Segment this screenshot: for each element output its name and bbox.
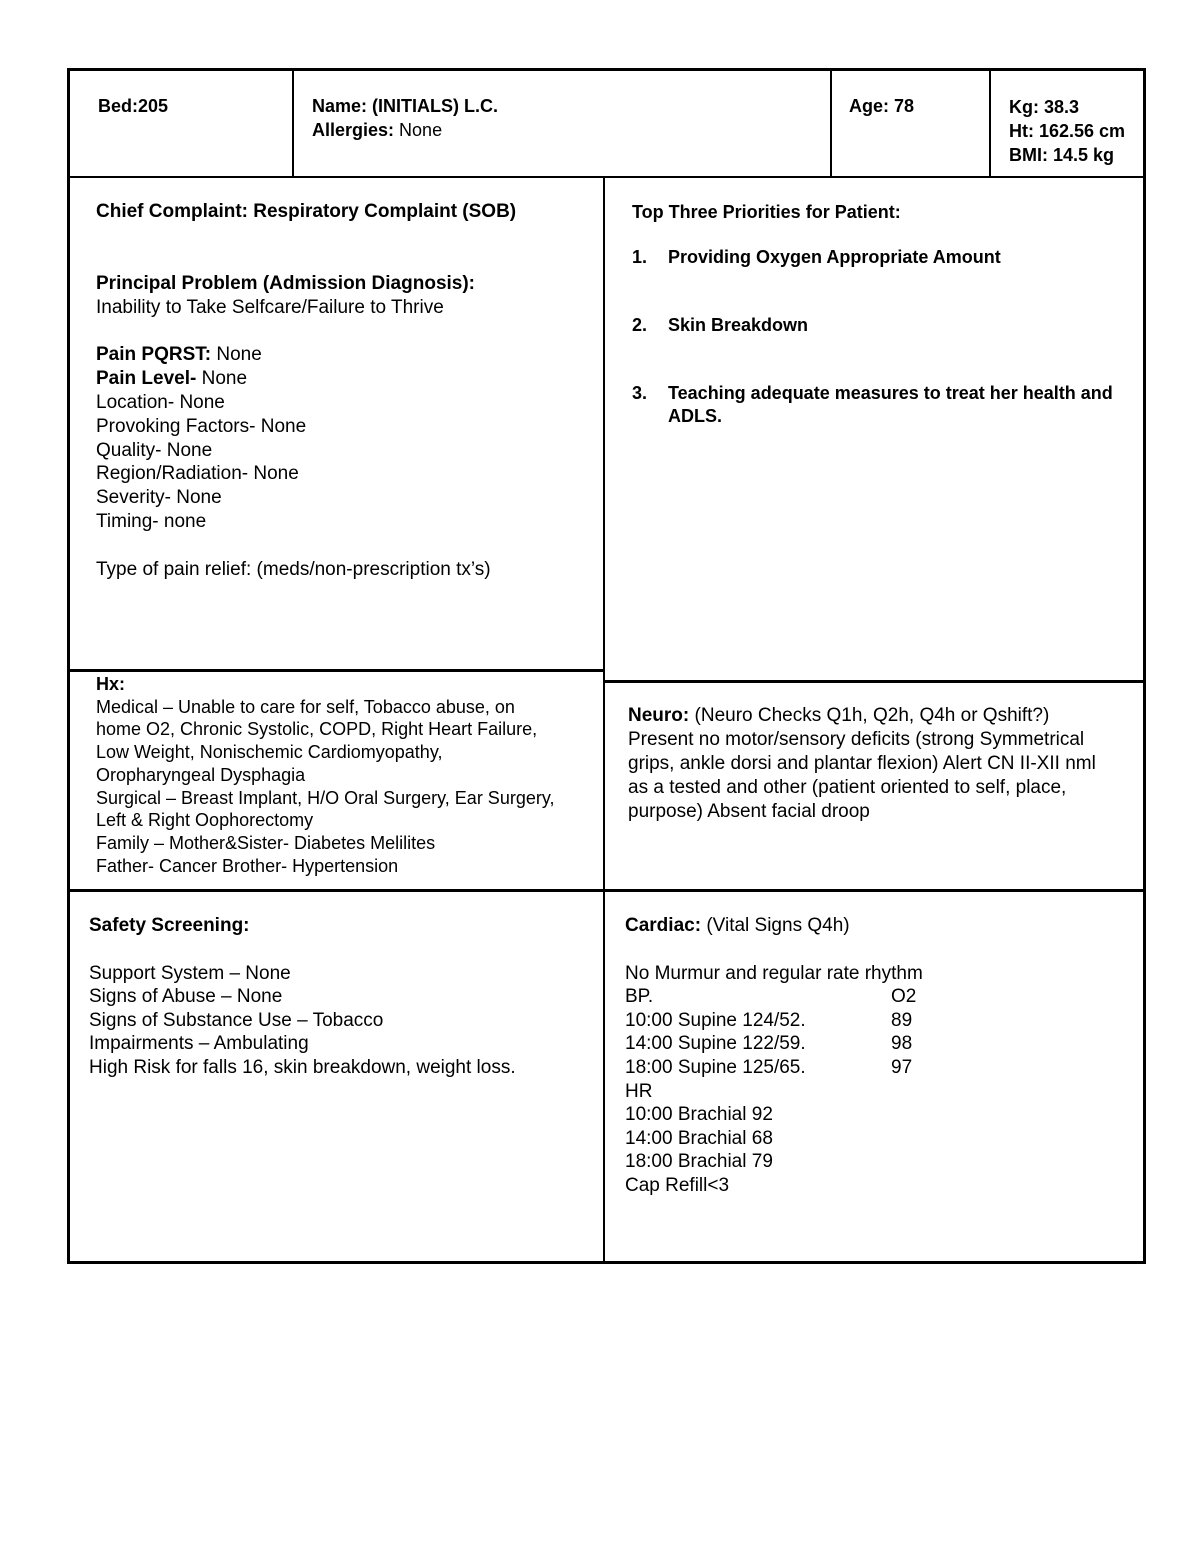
bed-cell	[98, 94, 168, 118]
priorities-section	[632, 201, 1122, 428]
age-cell	[849, 94, 914, 118]
chief-complaint: Chief Complaint: Respiratory Complaint (SOB)	[96, 201, 517, 222]
priority-item	[632, 314, 1122, 337]
neuro-section	[628, 704, 1096, 824]
patient-age: Age: 78	[849, 96, 915, 116]
name-label: Name:	[312, 96, 368, 116]
patient-initials: (INITIALS) L.C.	[372, 96, 499, 116]
header-divider-2	[830, 68, 832, 177]
left-mid-divider	[67, 669, 604, 672]
o2-reading: 98	[891, 1033, 913, 1055]
priorities-list	[632, 246, 1122, 428]
pain-pqrst-label: Pain PQRST:	[96, 344, 212, 366]
priorities-title: Top Three Priorities for Patient:	[632, 202, 901, 222]
neuro-header: (Neuro Checks Q1h, Q2h, Q4h or Qshift?)	[694, 705, 1050, 726]
pain-provoking: Provoking Factors- None	[96, 415, 307, 437]
header-divider-3	[989, 68, 991, 177]
principal-problem-label: Principal Problem (Admission Diagnosis):	[96, 272, 476, 294]
priority-number: 2.	[632, 315, 648, 335]
hr-header: HR	[625, 1080, 653, 1102]
o2-header: O2	[891, 986, 917, 1008]
pain-quality: Quality- None	[96, 439, 213, 461]
header-divider-1	[292, 68, 294, 177]
bp-header: BP.	[625, 986, 654, 1008]
history-line: Left & Right Oophorectomy	[96, 810, 314, 831]
priority-number: 1.	[632, 247, 648, 267]
name-cell	[312, 94, 498, 142]
safety-line: Signs of Substance Use – Tobacco	[89, 1009, 384, 1031]
history-line: Medical – Unable to care for self, Tobacco abuse, on	[96, 696, 515, 717]
priority-text: Teaching adequate measures to treat her health and ADLS.	[668, 383, 1113, 426]
history-section	[96, 673, 555, 877]
cardiac-header: (Vital Signs Q4h)	[706, 915, 850, 936]
pain-timing: Timing- none	[96, 510, 207, 532]
priority-number: 3.	[632, 383, 648, 403]
bp-reading: 18:00 Supine 125/65.	[625, 1056, 806, 1078]
hr-reading: 14:00 Brachial 68	[625, 1127, 773, 1149]
history-line: Surgical – Breast Implant, H/O Oral Surgery, Ear Surgery,	[96, 787, 555, 808]
complaint-section	[96, 200, 516, 582]
weight: Kg: 38.3	[1009, 97, 1080, 117]
history-line: home O2, Chronic Systolic, COPD, Right Heart Failure,	[96, 719, 538, 740]
hr-reading: 10:00 Brachial 92	[625, 1104, 773, 1126]
safety-line: Support System – None	[89, 962, 291, 984]
priority-text: Skin Breakdown	[668, 315, 809, 335]
o2-reading: 89	[891, 1009, 913, 1031]
bottom-section-divider	[67, 889, 1146, 892]
safety-line: Impairments – Ambulating	[89, 1033, 309, 1055]
right-mid-divider	[604, 680, 1146, 683]
neuro-label: Neuro:	[628, 705, 690, 726]
safety-line: High Risk for falls 16, skin breakdown, weight loss.	[89, 1056, 516, 1078]
pain-location: Location- None	[96, 391, 225, 413]
allergies-value: None	[399, 120, 443, 140]
cardiac-murmur: No Murmur and regular rate rhythm	[625, 962, 923, 984]
bp-row	[625, 1032, 923, 1056]
neuro-line: as a tested and other (patient oriented to self, place,	[628, 777, 1067, 798]
height: Ht: 162.56 cm	[1009, 121, 1126, 141]
hr-reading: 18:00 Brachial 79	[625, 1151, 773, 1173]
allergies-label: Allergies:	[312, 120, 395, 140]
bp-row	[625, 1056, 923, 1080]
header-divider	[67, 176, 1146, 178]
center-divider	[603, 177, 605, 1263]
bp-reading: 14:00 Supine 122/59.	[625, 1033, 806, 1055]
bmi: BMI: 14.5 kg	[1009, 145, 1115, 165]
safety-title: Safety Screening:	[89, 915, 250, 936]
safety-section	[89, 914, 516, 1080]
pain-severity: Severity- None	[96, 487, 222, 509]
pain-region: Region/Radiation- None	[96, 463, 299, 485]
history-title: Hx:	[96, 674, 126, 694]
cardiac-label: Cardiac:	[625, 915, 702, 936]
o2-reading: 97	[891, 1056, 913, 1078]
history-line: Father- Cancer Brother- Hypertension	[96, 855, 399, 876]
history-line: Oropharyngeal Dysphagia	[96, 764, 306, 785]
neuro-line: grips, ankle dorsi and plantar flexion) Alert CN II-XII nml	[628, 753, 1096, 774]
history-line: Family – Mother&Sister- Diabetes Melilites	[96, 832, 436, 853]
bp-reading: 10:00 Supine 124/52.	[625, 1009, 806, 1031]
pain-level-label: Pain Level-	[96, 368, 197, 390]
pain-relief: Type of pain relief: (meds/non-prescription tx’s)	[96, 558, 491, 580]
priority-item	[632, 246, 1122, 269]
neuro-line: purpose) Absent facial droop	[628, 801, 870, 822]
bed-number: Bed:205	[98, 96, 169, 116]
measurements-cell	[1009, 95, 1125, 167]
pain-pqrst-value: None	[216, 344, 262, 366]
pain-level-value: None	[201, 368, 248, 390]
neuro-line: Present no motor/sensory deficits (strong Symmetrical	[628, 729, 1085, 750]
bp-row	[625, 1009, 923, 1033]
priority-text: Providing Oxygen Appropriate Amount	[668, 247, 1001, 267]
cap-refill: Cap Refill<3	[625, 1174, 730, 1196]
safety-line: Signs of Abuse – None	[89, 986, 283, 1008]
cardiac-section	[625, 914, 923, 1198]
principal-problem-value: Inability to Take Selfcare/Failure to Thrive	[96, 296, 444, 318]
priority-item	[632, 382, 1122, 428]
bp-header-row	[625, 985, 923, 1009]
history-line: Low Weight, Nonischemic Cardiomyopathy,	[96, 742, 443, 763]
